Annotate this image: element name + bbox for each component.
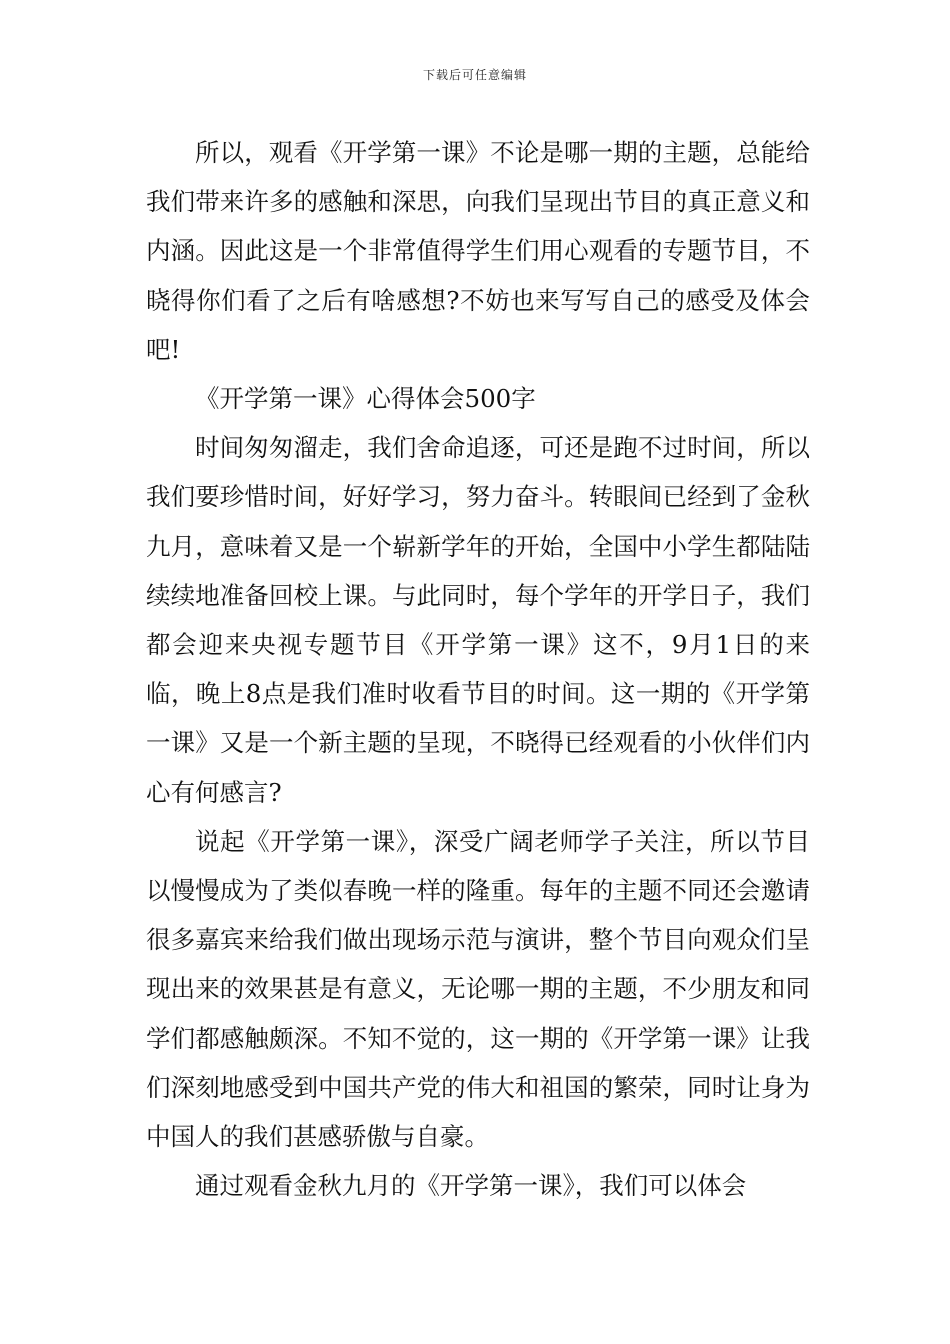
paragraph-time: 时间匆匆溜走，我们舍命追逐，可还是跑不过时间，所以我们要珍惜时间，好好学习，努力奋斗。转眼间已经到了金秋九月，意味着又是一个崭新学年的开始，全国中小学生都陆陆续续地准备回校上课。与此同时，每个学年的开学日子，我们都会迎来央视专题节目《开学第一课》这不，9月1日的来临，晚上8点是我们准时收看节目的时间。这一期的《开学第一课》又是一个新主题的呈现，不晓得已经观看的小伙伴们内心有何感言?	[146, 433, 810, 807]
document-body	[146, 128, 810, 1210]
header-note: 下载后可任意编辑	[422, 68, 527, 82]
paragraph-conclusion: 通过观看金秋九月的《开学第一课》，我们可以体会	[195, 1171, 747, 1201]
paragraph-intro: 所以，观看《开学第一课》不论是哪一期的主题，总能给我们带来许多的感触和深思，向我们呈现出节目的真正意义和内涵。因此这是一个非常值得学生们用心观看的专题节目，不晓得你们看了之后有啥感想?不妨也来写写自己的感受及体会吧!	[146, 138, 810, 364]
section-title: 《开学第一课》心得体会500字	[195, 384, 536, 414]
paragraph-program: 说起《开学第一课》，深受广阔老师学子关注，所以节目以慢慢成为了类似春晚一样的隆重。每年的主题不同还会邀请很多嘉宾来给我们做出现场示范与演讲，整个节目向观众们呈现出来的效果甚是有意义，无论哪一期的主题，不少朋友和同学们都感触颇深。不知不觉的，这一期的《开学第一课》让我们深刻地感受到中国共产党的伟大和祖国的繁荣，同时让身为中国人的我们甚感骄傲与自豪。	[146, 826, 810, 1152]
